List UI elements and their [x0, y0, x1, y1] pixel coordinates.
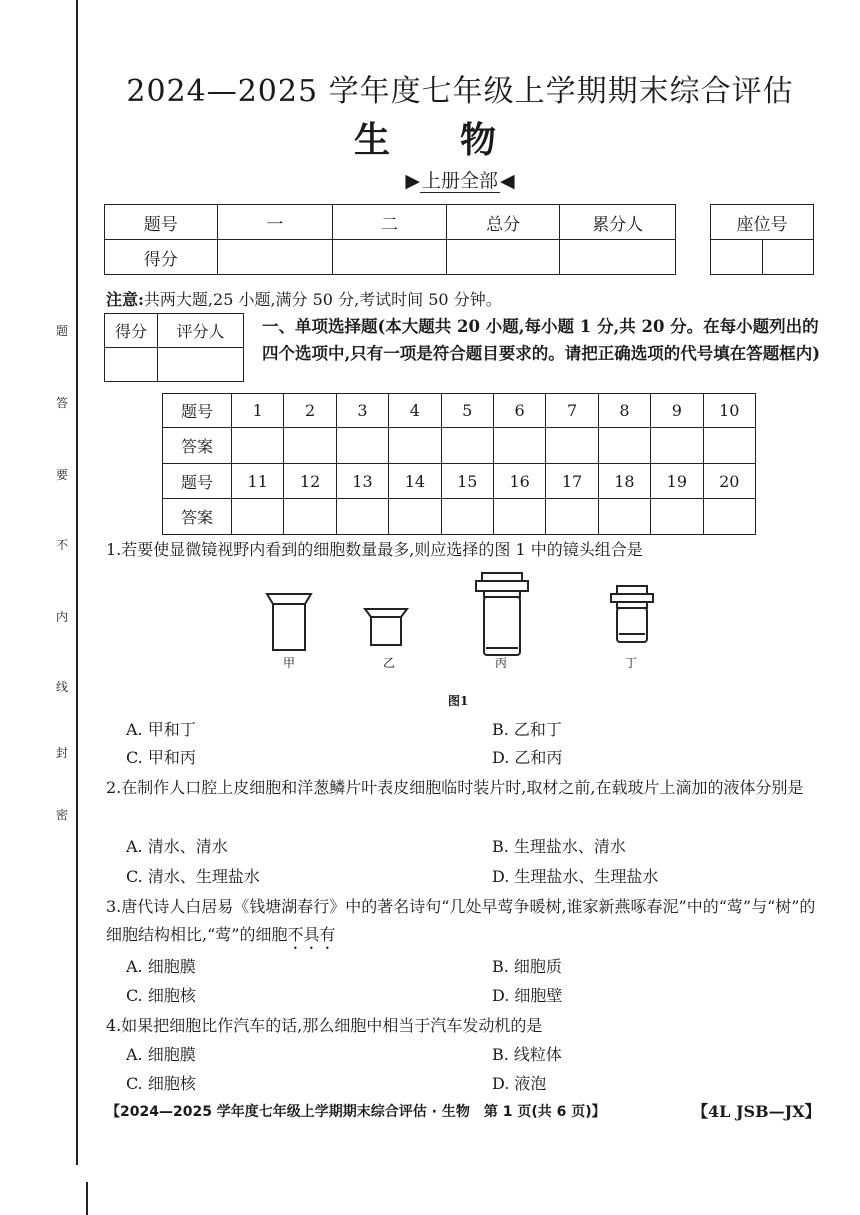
- score-table-cell: 总分: [446, 205, 560, 240]
- score-entry-box[interactable]: [217, 240, 333, 275]
- grader-table: [104, 313, 244, 382]
- option-a: A. 细胞膜: [126, 957, 196, 976]
- question-number: 10: [703, 394, 755, 428]
- question-3-text: 3.唐代诗人白居易《钱塘湖春行》中的著名诗句“几处早莺争暖树,谁家新燕啄春泥”中的“莺”与“树”的细胞结构相比,“莺”的细胞: [106, 897, 816, 944]
- margin-char: 要: [55, 468, 68, 482]
- question-number: 9: [651, 394, 703, 428]
- question-number: 12: [284, 464, 336, 499]
- option-c: C. 甲和丙: [126, 748, 196, 767]
- question-number: 1: [232, 394, 284, 428]
- question-number: 17: [546, 464, 598, 499]
- seat-label: 座位号: [711, 205, 814, 240]
- answer-box[interactable]: [284, 499, 336, 535]
- exam-subject: 生物: [353, 119, 566, 161]
- answer-box[interactable]: [389, 499, 441, 535]
- option-b: B. 乙和丁: [492, 720, 562, 739]
- answer-box[interactable]: [441, 499, 493, 535]
- triangle-right-icon: ▶: [405, 170, 420, 192]
- lens-label: 甲: [283, 656, 296, 670]
- question-number: 19: [651, 464, 703, 499]
- option-b: B. 线粒体: [492, 1045, 562, 1064]
- score-entry-box[interactable]: [446, 240, 560, 275]
- question-number: 7: [546, 394, 598, 428]
- answer-box[interactable]: [336, 428, 388, 464]
- answer-grid-label: 答案: [163, 428, 232, 464]
- answer-box[interactable]: [703, 428, 755, 464]
- score-table-cell: 累分人: [560, 205, 676, 240]
- lens-bing-icon: [476, 573, 528, 655]
- score-table-cell: 题号: [105, 205, 218, 240]
- note-label: 注意:: [106, 290, 144, 309]
- grader-name-box[interactable]: [158, 348, 244, 382]
- score-table: [104, 204, 676, 275]
- lens-label: 丙: [495, 656, 508, 670]
- score-table-cell: 二: [333, 205, 447, 240]
- question-number: 5: [441, 394, 493, 428]
- answer-box[interactable]: [441, 428, 493, 464]
- question-number: 13: [336, 464, 388, 499]
- answer-box[interactable]: [598, 428, 650, 464]
- question-number: 20: [703, 464, 755, 499]
- exam-title: 2024—2025 学年度七年级上学期期末综合评估: [126, 74, 794, 109]
- answer-grid-label: 题号: [163, 394, 232, 428]
- figure-caption: 图1: [448, 694, 469, 708]
- answer-box[interactable]: [389, 428, 441, 464]
- option-d: D. 乙和丙: [492, 748, 563, 767]
- question-number: 8: [598, 394, 650, 428]
- lens-yi-icon: [365, 609, 407, 645]
- question-2-stem: 2.在制作人口腔上皮细胞和洋葱鳞片叶表皮细胞临时装片时,取材之前,在载玻片上滴加的液体分别是: [106, 778, 804, 797]
- answer-box[interactable]: [651, 428, 703, 464]
- option-d: D. 液泡: [492, 1074, 547, 1093]
- margin-char: 不: [55, 538, 68, 552]
- margin-char: 答: [55, 396, 68, 410]
- answer-box[interactable]: [493, 499, 545, 535]
- lens-label: 丁: [625, 656, 638, 670]
- option-b: B. 生理盐水、清水: [492, 837, 626, 856]
- question-number: 14: [389, 464, 441, 499]
- option-a: A. 细胞膜: [126, 1045, 196, 1064]
- answer-box[interactable]: [598, 499, 650, 535]
- exam-scope: [0, 166, 860, 193]
- question-number: 2: [284, 394, 336, 428]
- answer-box[interactable]: [546, 499, 598, 535]
- seat-table: [710, 204, 814, 275]
- grader-name-label: 评分人: [158, 314, 244, 348]
- margin-char: 密: [55, 808, 68, 822]
- lens-ding-icon: [611, 586, 653, 642]
- option-d: D. 细胞壁: [492, 986, 563, 1005]
- answer-box[interactable]: [546, 428, 598, 464]
- option-a: A. 清水、清水: [126, 837, 228, 856]
- answer-box[interactable]: [232, 428, 284, 464]
- option-a: A. 甲和丁: [126, 720, 196, 739]
- lens-jia-icon: [267, 594, 311, 650]
- answer-grid-label: 答案: [163, 499, 232, 535]
- answer-box[interactable]: [336, 499, 388, 535]
- option-c: C. 细胞核: [126, 986, 196, 1005]
- margin-char: 题: [55, 324, 68, 338]
- option-d: D. 生理盐水、生理盐水: [492, 867, 659, 886]
- question-number: 3: [336, 394, 388, 428]
- question-1-stem: 1.若要使显微镜视野内看到的细胞数量最多,则应选择的图 1 中的镜头组合是: [106, 540, 643, 559]
- lens-label: 乙: [383, 656, 396, 670]
- grader-score-box[interactable]: [105, 348, 158, 382]
- answer-box[interactable]: [703, 499, 755, 535]
- answer-box[interactable]: [232, 499, 284, 535]
- triangle-left-icon: ◀: [500, 170, 515, 192]
- page-footer: 【2024—2025 学年度七年级上学期期末综合评估 · 生物 第 1 页(共 6 页)】: [106, 1104, 606, 1120]
- answer-box[interactable]: [493, 428, 545, 464]
- margin-char: 内: [55, 610, 68, 624]
- option-c: C. 细胞核: [126, 1074, 196, 1093]
- answer-grid: [162, 393, 756, 535]
- option-c: C. 清水、生理盐水: [126, 867, 260, 886]
- margin-char: 线: [55, 680, 68, 694]
- score-table-cell: 一: [217, 205, 333, 240]
- note-text: 共两大题,25 小题,满分 50 分,考试时间 50 分钟。: [143, 290, 502, 309]
- binding-line-bottom: [86, 1182, 88, 1215]
- question-number: 11: [232, 464, 284, 499]
- seat-entry-box[interactable]: [762, 240, 814, 275]
- figure-1-lenses: [255, 568, 675, 668]
- exam-note: [106, 287, 502, 310]
- score-entry-box[interactable]: [333, 240, 447, 275]
- question-number: 4: [389, 394, 441, 428]
- question-number: 16: [493, 464, 545, 499]
- score-table-cell: 得分: [105, 240, 218, 275]
- margin-char: 封: [55, 746, 68, 760]
- score-entry-box[interactable]: [560, 240, 676, 275]
- option-b: B. 细胞质: [492, 957, 562, 976]
- question-4-stem: 4.如果把细胞比作汽车的话,那么细胞中相当于汽车发动机的是: [106, 1016, 543, 1035]
- scope-text: 上册全部: [421, 170, 498, 192]
- answer-grid-label: 题号: [163, 464, 232, 499]
- question-3-emphasis: 不具有: [287, 925, 336, 944]
- question-number: 18: [598, 464, 650, 499]
- question-3-stem: [106, 893, 818, 953]
- grader-score-label: 得分: [105, 314, 158, 348]
- section-heading: 一、单项选择题(本大题共 20 小题,每小题 1 分,共 20 分。在每小题列出的四个选项中,只有一项是符合题目要求的。请把正确选项的代号填在答题框内): [262, 317, 821, 363]
- paper-code: 【4L JSB—JX】: [692, 1102, 821, 1121]
- answer-box[interactable]: [651, 499, 703, 535]
- question-number: 6: [493, 394, 545, 428]
- question-number: 15: [441, 464, 493, 499]
- answer-box[interactable]: [284, 428, 336, 464]
- seat-entry-box[interactable]: [711, 240, 763, 275]
